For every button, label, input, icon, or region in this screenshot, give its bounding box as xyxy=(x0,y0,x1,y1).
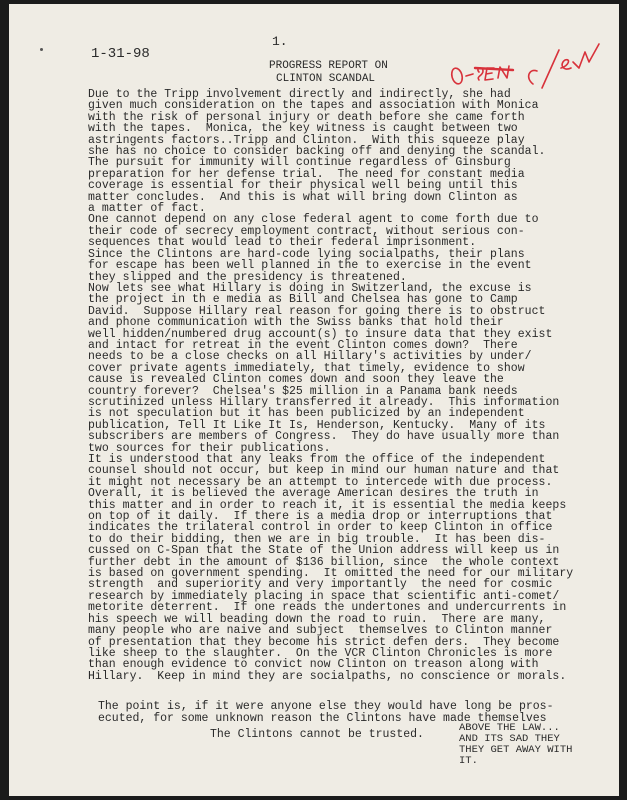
closing-statement: The Clintons cannot be trusted. xyxy=(210,728,424,741)
body-line: to do their bidding, then we are in big trouble. It has been dis- xyxy=(88,532,546,546)
title-line: PROGRESS REPORT ON xyxy=(269,60,388,72)
document-page xyxy=(9,4,619,796)
report-body xyxy=(88,89,613,682)
body-line: It is understood that any leaks from the office of the independent xyxy=(88,453,546,466)
body-line: publication, Tell It Like It Is, Henderson, Kentucky. Many of its xyxy=(88,418,546,432)
body-line: Hillary. Keep in mind they are socialpaths, no conscience or morals. xyxy=(88,669,567,683)
body-line: Overall, it is believed the average American desires the truth in xyxy=(88,487,539,501)
closing-line: The point is, if it were anyone else they would have long be pros- xyxy=(98,700,554,713)
body-line: they slipped and the presidency is threatened. xyxy=(88,270,407,284)
body-line: this matter and in order to reach it, it is essential the media keeps xyxy=(88,498,567,512)
document-date: 1-31-98 xyxy=(91,46,150,62)
closing-line: ecuted, for some unknown reason the Clintons have made themselves xyxy=(98,712,547,725)
body-line: than enough evidence to convict now Clinton on treason along with xyxy=(88,658,539,672)
body-line: their code of secrecy employment contract, without serious con- xyxy=(88,224,525,238)
page-number: 1. xyxy=(272,34,288,49)
body-line: she has no choice to consider backing off and denying the scandal. xyxy=(88,145,546,159)
body-line: on top of it daily. If there is a media drop or interruptions that xyxy=(88,510,553,524)
body-line: Now lets see what Hillary is doing in Switzerland, the excuse is xyxy=(88,281,532,295)
body-line: Due to the Tripp involvement directly and indirectly, she had xyxy=(88,88,511,101)
body-line: cussed on C-Span that the State of the Union address will keep us in xyxy=(88,544,560,558)
title-line: CLINTON SCANDAL xyxy=(276,73,376,85)
body-line: counsel should not occur, but keep in mind our human nature and that xyxy=(88,464,560,478)
body-line: One cannot depend on any close federal agent to come forth due to xyxy=(88,213,539,227)
body-line: of presentation that they become his strict defen ders. They become xyxy=(88,635,560,649)
body-line: scrutinized unless Hillary transferred it already. This information xyxy=(88,395,560,409)
body-line: two sources for their publications. xyxy=(88,441,331,455)
body-line: and phone communication with the Swiss banks that hold their xyxy=(88,316,504,330)
body-line: further debt in the amount of $136 billion, since the whole context xyxy=(88,555,560,569)
document-title xyxy=(269,60,388,86)
body-line: cover private agents immediately, that timely, evidence to show xyxy=(88,361,525,375)
body-line: like sheep to the slaughter. On the VCR Clinton Chronicles is more xyxy=(88,646,553,660)
body-line: his speech we will beading down the road to ruin. There are many, xyxy=(88,612,546,626)
note-line: THEY GET AWAY WITH xyxy=(459,744,573,756)
body-line: research by immediately placing in space that scientific anti-comet/ xyxy=(88,589,560,603)
body-line: David. Suppose Hillary real reason for going there is to obstruct xyxy=(88,304,546,318)
note-line: IT. xyxy=(459,755,478,767)
body-line: The pursuit for immunity will continue regardless of Ginsburg xyxy=(88,156,511,170)
body-line: it might not necessary be an attempt to intercede with due process. xyxy=(88,475,553,489)
body-line: Since the Clintons are hard-code lying socialpaths, their plans xyxy=(88,247,525,261)
body-line: is not speculation but it has been publicized by an independent xyxy=(88,407,525,421)
body-line: needs to be a close checks on all Hillary's activities by under/ xyxy=(88,350,532,364)
body-line: well hidden/numbered drug account(s) to insure data that they exist xyxy=(88,327,553,341)
punch-mark xyxy=(40,48,43,51)
body-line: astringents factors..Tripp and Clinton. With this squeeze play xyxy=(88,133,525,147)
body-line: cause is revealed Clinton comes down and soon they leave the xyxy=(88,373,504,387)
body-line: a matter of fact. xyxy=(88,202,206,216)
body-line: is based on government spending. It omitted the need for our military xyxy=(88,567,574,581)
body-line: and intact for retreat in the event Clinton comes down? There xyxy=(88,338,518,352)
above-the-law-note xyxy=(459,723,572,767)
body-line: for escape has been well planned in the to exercise in the event xyxy=(88,259,532,273)
body-line: coverage is essential for their physical well being until this xyxy=(88,179,518,193)
body-line: given much consideration on the tapes and association with Monica xyxy=(88,99,539,113)
body-line: many people who are naive and subject themselves to Clinton manner xyxy=(88,624,553,638)
note-line: ABOVE THE LAW... xyxy=(459,722,560,734)
body-line: indicates the trilateral control in order to keep Clinton in office xyxy=(88,521,553,535)
body-line: matter concludes. And this is what will bring down Clinton as xyxy=(88,190,518,204)
note-line: AND ITS SAD THEY xyxy=(459,733,560,745)
body-line: metorite deterrent. If one reads the undertones and undercurrents in xyxy=(88,601,567,615)
body-line: with the risk of personal injury or death before she came forth xyxy=(88,110,525,124)
body-line: with the tapes. Monica, the key witness is caught between two xyxy=(88,122,518,136)
body-line: subscribers are members of Congress. They do have usually more than xyxy=(88,430,560,444)
body-line: country forever? Chelsea's $25 million in a Panama bank needs xyxy=(88,384,518,398)
body-line: sequences that would lead to their federal imprisonment. xyxy=(88,236,477,250)
body-line: preparation for her defense trial. The need for constant media xyxy=(88,167,525,181)
body-line: strength and superiority and very importantly the need for cosmic xyxy=(88,578,553,592)
body-line: the project in th e media as Bill and Chelsea has gone to Camp xyxy=(88,293,518,307)
